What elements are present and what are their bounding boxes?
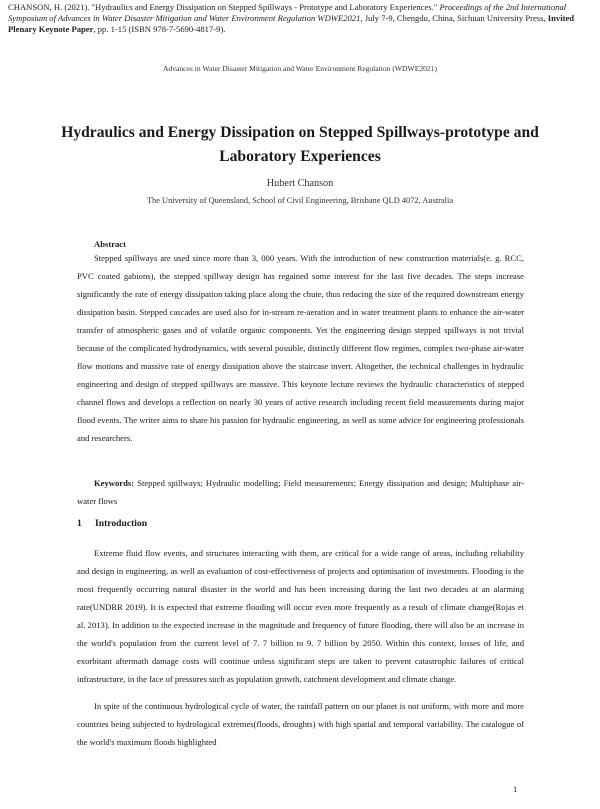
section-heading (77, 518, 147, 529)
section-number: 1 (77, 518, 82, 529)
page-number: 1 (513, 784, 518, 794)
author-affiliation: The University of Queensland, School of Civil Engineering, Brisbane QLD 4072, Australia (146, 196, 454, 205)
keywords-label: Keywords: (94, 478, 135, 488)
running-header: Advances in Water Disaster Mitigation and Water Environment Regulation (WDWE2021) (162, 64, 438, 73)
citation-pages: , pp. 1-15 (ISBN 978-7-5690-4817-9). (93, 24, 226, 35)
author-name: Hubert Chanson (266, 178, 334, 189)
keywords-text: Stepped spillways; Hydraulic modelling; Field measurements; Energy dissipation and design; Multiphase air-water flows (77, 478, 524, 506)
citation-proceedings: Proceedings of the 2nd International Symposium of Advances in Water Disaster Mitigation and Water Environment Regulation WDWE2021 (8, 2, 567, 24)
paper-title: Hydraulics and Energy Dissipation on Stepped Spillways-prototype and Laboratory Experiences (61, 124, 539, 165)
section-title: Introduction (95, 518, 148, 529)
abstract-heading: Abstract (94, 239, 126, 249)
citation-header (8, 2, 592, 36)
citation-authors: CHANSON, H. (2021). "Hydraulics and Energy Dissipation on Stepped Spillways - Prototype and Laboratory Experiences." (8, 2, 440, 12)
intro-paragraph-2: In spite of the continuous hydrological cycle of water, the rainfall pattern on our planet is not uniform, with more and more countries being subjected to hydrological extremes(floods, droughts) with high spatial and temporal variability. The catalogue of the world's maximum floods highlighted (77, 701, 524, 747)
abstract-text: Stepped spillways are used since more than 3, 000 years. With the introduction of new construction materials(e. g. RCC, PVC coated gabions), the stepped spillway design has regained some interest for the last five decades. The steps increase significantly the rate of energy dissipation taking place along the chute, thus reducing the size of the required downstream energy dissipation basin. Stepped cascades are used also for in-stream re-aeration and in water treatment plants to enhance the air-water transfer of atmospheric gases and of volatile organic components. Yet the engineering design stepped spillways is not trivial because of the complicated hydrodynamics, with several possible, distinctly different flow regimes, complex two-phase air-water flow motions and massive rate of energy dissipation above the staircase invert. Altogether, the technical challenges in hydraulic engineering and design of stepped spillways are massive. This keynote lecture reviews the hydraulic characteristics of stepped channel flows and develops a reflection on nearly 30 years of active research including recent field measurements during major flood events. The writer aims to share his passion for hydraulic engineering, as well as some advice for engineering professionals and researchers. (77, 253, 524, 443)
citation-venue: , July 7-9, Chengdu, China, Sichuan University Press, (360, 13, 548, 24)
intro-paragraph-1: Extreme fluid flow events, and structures interacting with them, are critical for a wide range of areas, including reliability and design in engineering, as well as evaluation of cost-effectiveness of projects and optimisation of investments. Flooding is the most frequently occurring natural disaster in the world and has been increasing during the last two decades at an alarming rate(UNDRR 2019). It is expected that extreme flooding will occur even more frequently as a result of climate change(Rojas et al. 2013). In addition to the expected increase in the magnitude and frequency of future flooding, there will also be an increase in the world's population from the current level of 7. 7 billion to 9. 7 billion by 2050. Within this context, losses of life, and exorbitant aftermath damage costs will continue unless significant steps are taken to prevent catastrophic failures of critical infrastructure, in the face of pressures such as population growth, catchment development and climate change. (77, 548, 524, 684)
citation-paper-type: Invited Plenary Keynote Paper (8, 13, 575, 35)
keywords (77, 474, 524, 510)
